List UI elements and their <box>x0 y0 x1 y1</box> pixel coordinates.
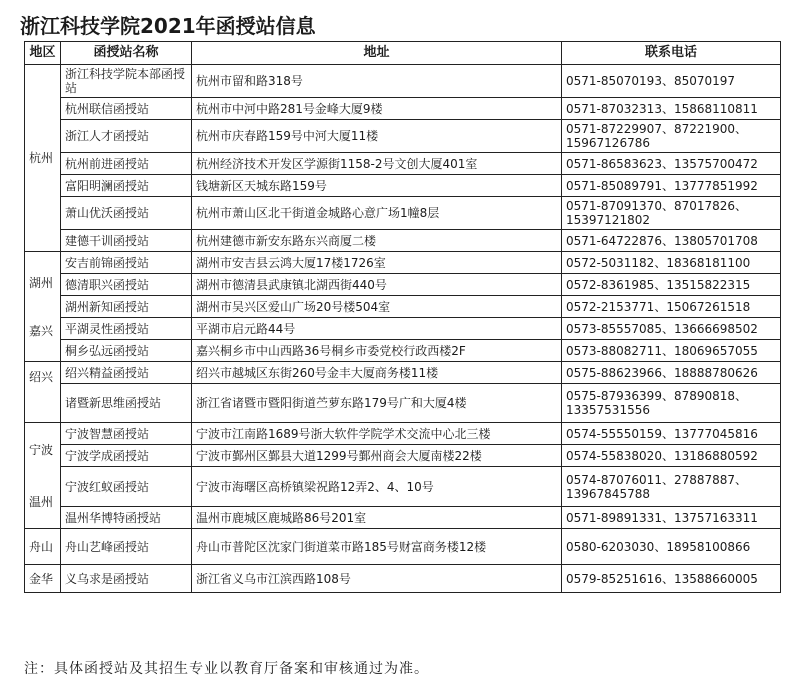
table-row <box>25 153 781 175</box>
table-row <box>25 467 781 507</box>
station-address: 温州市鹿城区鹿城路86号201室 <box>192 507 562 529</box>
station-name: 绍兴精益函授站 <box>61 362 192 384</box>
table-row <box>25 65 781 98</box>
region-label: 宁波 <box>29 442 54 457</box>
station-name: 义乌求是函授站 <box>61 565 192 593</box>
station-address: 绍兴市越城区东街260号金丰大厦商务楼11楼 <box>192 362 562 384</box>
header-phone: 联系电话 <box>562 42 781 65</box>
station-name: 湖州新知函授站 <box>61 296 192 318</box>
station-phone: 0571-85089791、13777851992 <box>562 175 781 197</box>
station-name: 浙江人才函授站 <box>61 120 192 153</box>
header-station: 函授站名称 <box>61 42 192 65</box>
region-cell-shaoxing <box>25 362 61 423</box>
table-row <box>25 252 781 274</box>
table-row <box>25 274 781 296</box>
station-address: 杭州建德市新安东路东兴商厦二楼 <box>192 230 562 252</box>
station-phone: 0571-89891331、13757163311 <box>562 507 781 529</box>
region-cell-jinhua <box>25 565 61 593</box>
station-name: 温州华博特函授站 <box>61 507 192 529</box>
station-address: 浙江省诸暨市暨阳街道苎萝东路179号广和大厦4楼 <box>192 384 562 423</box>
table-row <box>25 362 781 384</box>
table-row <box>25 565 781 593</box>
station-address: 杭州市萧山区北干街道金城路心意广场1幢8层 <box>192 197 562 230</box>
station-table <box>24 41 781 593</box>
region-label: 湖州 <box>29 275 54 290</box>
table-row <box>25 230 781 252</box>
station-phone: 0579-85251616、13588660005 <box>562 565 781 593</box>
table-row <box>25 197 781 230</box>
region-label: 金华 <box>29 571 54 586</box>
table-row <box>25 384 781 423</box>
station-phone: 0571-85070193、85070197 <box>562 65 781 98</box>
station-phone: 0571-87032313、15868110811 <box>562 98 781 120</box>
station-phone: 0572-8361985、13515822315 <box>562 274 781 296</box>
station-name: 杭州前进函授站 <box>61 153 192 175</box>
station-name: 平湖灵性函授站 <box>61 318 192 340</box>
table-row <box>25 175 781 197</box>
station-name: 萧山优沃函授站 <box>61 197 192 230</box>
station-name: 浙江科技学院本部函授站 <box>61 65 192 98</box>
station-name: 宁波智慧函授站 <box>61 423 192 445</box>
page-title: 浙江科技学院2021年函授站信息 <box>20 14 316 38</box>
station-phone: 0571-86583623、13575700472 <box>562 153 781 175</box>
header-address: 地址 <box>192 42 562 65</box>
station-name: 安吉前锦函授站 <box>61 252 192 274</box>
station-phone: 0573-85557085、13666698502 <box>562 318 781 340</box>
station-name: 诸暨新思维函授站 <box>61 384 192 423</box>
station-address: 舟山市普陀区沈家门街道菜市路185号财富商务楼12楼 <box>192 529 562 565</box>
station-phone: 0574-55550159、13777045816 <box>562 423 781 445</box>
station-address: 钱塘新区天城东路159号 <box>192 175 562 197</box>
station-address: 浙江省义乌市江滨西路108号 <box>192 565 562 593</box>
station-phone: 0575-88623966、18888780626 <box>562 362 781 384</box>
table-row <box>25 98 781 120</box>
station-address: 湖州市吴兴区爱山广场20号楼504室 <box>192 296 562 318</box>
table-row <box>25 120 781 153</box>
station-address: 杭州市中河中路281号金峰大厦9楼 <box>192 98 562 120</box>
table-row <box>25 507 781 529</box>
station-address: 宁波市海曙区高桥镇梁祝路12弄2、4、10号 <box>192 467 562 507</box>
station-phone: 0572-2153771、15067261518 <box>562 296 781 318</box>
table-row <box>25 296 781 318</box>
station-phone: 0571-87091370、87017826、15397121802 <box>562 197 781 230</box>
station-name: 宁波红蚁函授站 <box>61 467 192 507</box>
station-phone: 0575-87936399、87890818、13357531556 <box>562 384 781 423</box>
station-name: 桐乡弘远函授站 <box>61 340 192 362</box>
station-phone: 0573-88082711、18069657055 <box>562 340 781 362</box>
station-address: 嘉兴桐乡市中山西路36号桐乡市委党校行政西楼2F <box>192 340 562 362</box>
station-name: 建德干训函授站 <box>61 230 192 252</box>
station-phone: 0571-64722876、13805701708 <box>562 230 781 252</box>
station-address: 杭州经济技术开发区学源街1158-2号文创大厦401室 <box>192 153 562 175</box>
station-phone: 0571-87229907、87221900、15967126786 <box>562 120 781 153</box>
table-row <box>25 445 781 467</box>
table-row <box>25 423 781 445</box>
region-cell-hangzhou <box>25 65 61 252</box>
station-phone: 0572-5031182、18368181100 <box>562 252 781 274</box>
station-address: 平湖市启元路44号 <box>192 318 562 340</box>
station-phone: 0574-87076011、27887887、13967845788 <box>562 467 781 507</box>
station-name: 宁波学成函授站 <box>61 445 192 467</box>
footnote: 注：具体函授站及其招生专业以教育厅备案和审核通过为准。 <box>24 661 429 677</box>
station-phone: 0574-55838020、13186880592 <box>562 445 781 467</box>
station-name: 杭州联信函授站 <box>61 98 192 120</box>
station-name: 舟山艺峰函授站 <box>61 529 192 565</box>
station-name: 德清职兴函授站 <box>61 274 192 296</box>
station-address: 湖州市安吉县云鸿大厦17楼1726室 <box>192 252 562 274</box>
region-cell-zhoushan <box>25 529 61 565</box>
header-region: 地区 <box>25 42 61 65</box>
table-row <box>25 318 781 340</box>
region-cell-ningbo-wenzhou <box>25 423 61 529</box>
station-address: 杭州市留和路318号 <box>192 65 562 98</box>
region-label: 杭州 <box>29 151 54 165</box>
station-address: 宁波市鄞州区鄞县大道1299号鄞州商会大厦南楼22楼 <box>192 445 562 467</box>
station-address: 宁波市江南路1689号浙大软件学院学术交流中心北三楼 <box>192 423 562 445</box>
station-phone: 0580-6203030、18958100866 <box>562 529 781 565</box>
table-row <box>25 340 781 362</box>
table-header-row <box>25 42 781 65</box>
station-address: 杭州市庆春路159号中河大厦11楼 <box>192 120 562 153</box>
region-cell-huzhou-jiaxing <box>25 252 61 362</box>
region-label: 温州 <box>29 494 54 509</box>
region-label: 绍兴 <box>29 370 54 384</box>
station-address: 湖州市德清县武康镇北湖西街440号 <box>192 274 562 296</box>
region-label: 舟山 <box>29 539 54 554</box>
station-name: 富阳明澜函授站 <box>61 175 192 197</box>
region-label: 嘉兴 <box>29 323 54 338</box>
table-row <box>25 529 781 565</box>
